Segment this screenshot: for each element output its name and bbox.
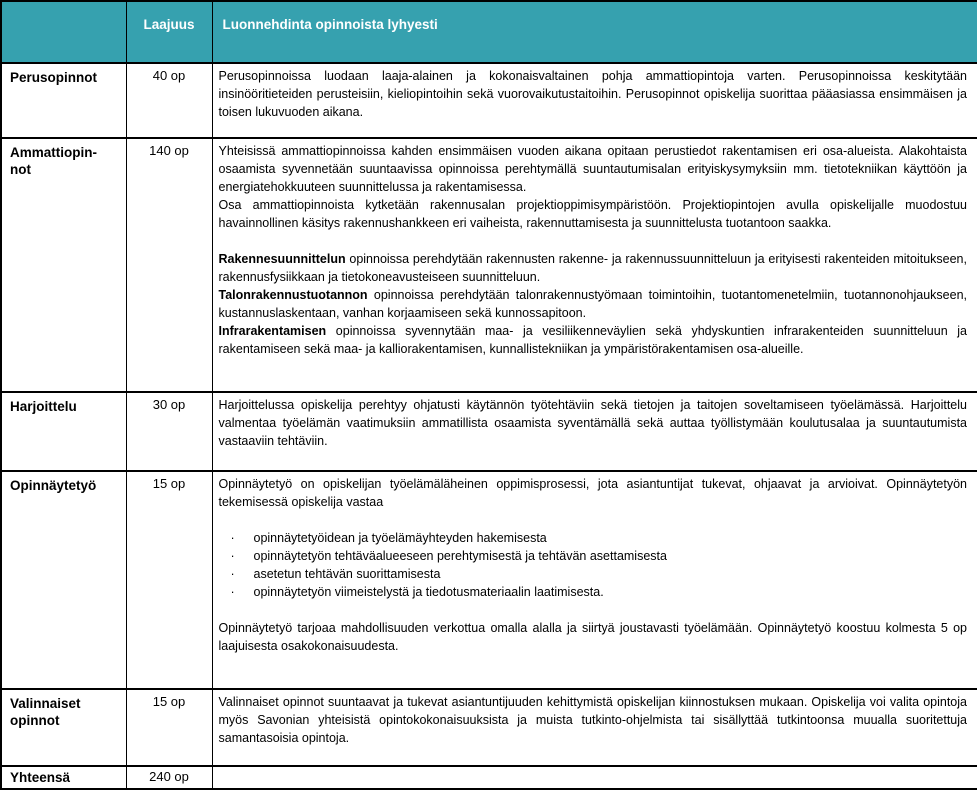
row-label-line: Opinnäytetyö	[10, 478, 97, 493]
table-row	[1, 63, 977, 138]
table-row	[1, 138, 977, 392]
row-description-cell	[212, 63, 977, 138]
row-label-cell	[1, 392, 126, 471]
row-description-cell	[212, 471, 977, 689]
bullet-item-text: asetetun tehtävän suorittamisesta	[253, 567, 441, 581]
table-row	[1, 392, 977, 471]
bullet-icon: ·	[230, 567, 235, 581]
row-extent-cell: 40 op	[126, 63, 212, 138]
row-description-cell	[212, 689, 977, 766]
description-paragraph: Opinnäytetyö on opiskelijan työelämäläheinen oppimisprosessi, jota asiantuntijat tukevat, ohjaavat ja arvioivat. Opinnäytetyön tekemisessä opiskelija vastaa	[218, 477, 967, 509]
paragraph-bold-lead: Infrarakentamisen	[218, 324, 327, 338]
row-label-line: Harjoittelu	[10, 399, 77, 414]
row-label-cell	[1, 689, 126, 766]
bullet-icon: ·	[230, 531, 235, 545]
description-paragraph: Harjoittelussa opiskelija perehtyy ohjatusti käytännön työtehtäviin sekä tietojen ja taitojen soveltamiseen työelämässä. Harjoittelu valmentaa työelämän vaatimuksiin ammatillista osaamista syventämällä sekä auttaa työllistymään koulutusalaa ja suuntautumista vastaaviin tehtäviin.	[218, 398, 967, 448]
table-body	[1, 63, 977, 789]
header-cell-empty	[1, 1, 126, 63]
header-cell-laajuus: Laajuus	[126, 1, 212, 63]
header-row	[1, 1, 977, 63]
bullet-item-text: opinnäytetyön viimeistelystä ja tiedotusmateriaalin laatimisesta.	[253, 585, 604, 599]
row-extent-cell: 30 op	[126, 392, 212, 471]
row-label-line: Yhteensä	[10, 770, 71, 785]
paragraph-bold-lead: Talonrakennustuotannon	[218, 288, 368, 302]
row-extent-cell: 240 op	[126, 766, 212, 789]
blank-line	[219, 511, 968, 529]
row-label-line: opinnot	[10, 713, 60, 728]
table-row	[1, 689, 977, 766]
row-label-cell	[1, 471, 126, 689]
paragraph-bold-lead: Rakennesuunnittelun	[218, 252, 346, 266]
description-paragraph: Opinnäytetyö tarjoaa mahdollisuuden verkottua omalla alalla ja siirtyä joustavasti työelämään. Opinnäytetyö koostuu kolmesta 5 op laajuisesta osakokonaisuudesta.	[218, 621, 967, 653]
row-extent-cell: 140 op	[126, 138, 212, 392]
bullet-item-text: opinnäytetyöidean ja työelämäyhteyden hakemisesta	[253, 531, 547, 545]
bullet-icon: ·	[230, 549, 235, 563]
row-description-cell	[212, 392, 977, 471]
row-description-cell	[212, 138, 977, 392]
description-paragraph	[219, 250, 968, 286]
description-paragraph	[219, 286, 968, 322]
paragraph-text: opinnoissa syvennytään maa- ja vesiliikenneväylien sekä yhdyskuntien infrarakenteiden suunnitteluun ja rakentamiseen sekä maa- ja kalliorakentamisen, kunnallistekniikan ja ympäristörakentamisen osa-alueille.	[218, 324, 967, 356]
paragraph-text: opinnoissa perehdytään talonrakennustyömaan toimintoihin, tuotantomenetelmiin, tuotannonohjaukseen, kustannuslaskentaan, vanhan korjaamiseen sekä kunnossapitoon.	[218, 288, 967, 320]
row-label-line: Valinnaiset	[10, 696, 81, 711]
row-extent-cell: 15 op	[126, 471, 212, 689]
paragraph-text: opinnoissa perehdytään rakennusten rakenne- ja rakennussuunnitteluun ja erityisesti rakenteiden mitoitukseen, rakennusfysiikkaan ja tietokoneavusteiseen suunnitteluun.	[218, 252, 967, 284]
row-label-line: not	[10, 162, 31, 177]
description-paragraph	[219, 322, 968, 358]
description-paragraph: Osa ammattiopinnoista kytketään rakennusalan projektioppimisympäristöön. Projektiopintojen avulla opiskelijalle muodostuu havainnollinen käsitys rakennushankkeen eri vaiheista, rakennuttamisesta ja suunnittelusta tuotantoon saakka.	[218, 198, 967, 230]
row-label-line: Ammattiopin-	[10, 145, 97, 160]
description-paragraph: Yhteisissä ammattiopinnoissa kahden ensimmäisen vuoden aikana opitaan perustiedot rakentamisen eri osa-alueista. Alakohtaista osaamista syvennetään suuntaavissa opinnoissa perehtymällä suuntautumisalan erityiskysymyksiin mm. tietotekniikan käyttöön ja energiatehokkuuteen suunnittelussa ja rakentamisessa.	[218, 144, 967, 194]
blank-line	[219, 232, 968, 250]
bullet-list-item	[219, 529, 968, 547]
bullet-icon: ·	[230, 585, 235, 599]
row-label-line: Perusopinnot	[10, 70, 97, 85]
bullet-list-item	[219, 583, 968, 601]
description-paragraph: Valinnaiset opinnot suuntaavat ja tukevat asiantuntijuuden kehittymistä opiskelijan kiinnostuksen mukaan. Opiskelija voi valita opintoja myös Savonian yhteisistä opintokokonaisuuksista ja muista tutkinto-ohjelmista tai sisällyttää tutkintoonsa muualla suoritettuja samantasoisia opintoja.	[218, 695, 967, 745]
header-cell-description: Luonnehdinta opinnoista lyhyesti	[212, 1, 977, 63]
bullet-list-item	[219, 565, 968, 583]
row-extent-cell: 15 op	[126, 689, 212, 766]
row-label-cell	[1, 63, 126, 138]
bullet-item-text: opinnäytetyön tehtäväalueeseen perehtymisestä ja tehtävän asettamisesta	[253, 549, 667, 563]
bullet-list-item	[219, 547, 968, 565]
row-label-cell	[1, 138, 126, 392]
table-row	[1, 471, 977, 689]
blank-line	[219, 601, 968, 619]
description-paragraph: Perusopinnoissa luodaan laaja-alainen ja kokonaisvaltainen pohja ammattiopintoja varten. Perusopinnoissa keskitytään insinööritieteiden perusteisiin, kieliopintoihin sekä vuorovaikutustaitoihin. Perusopinnot opiskelija suorittaa pääasiassa ensimmäisen ja toisen lukuvuoden aikana.	[218, 69, 967, 119]
